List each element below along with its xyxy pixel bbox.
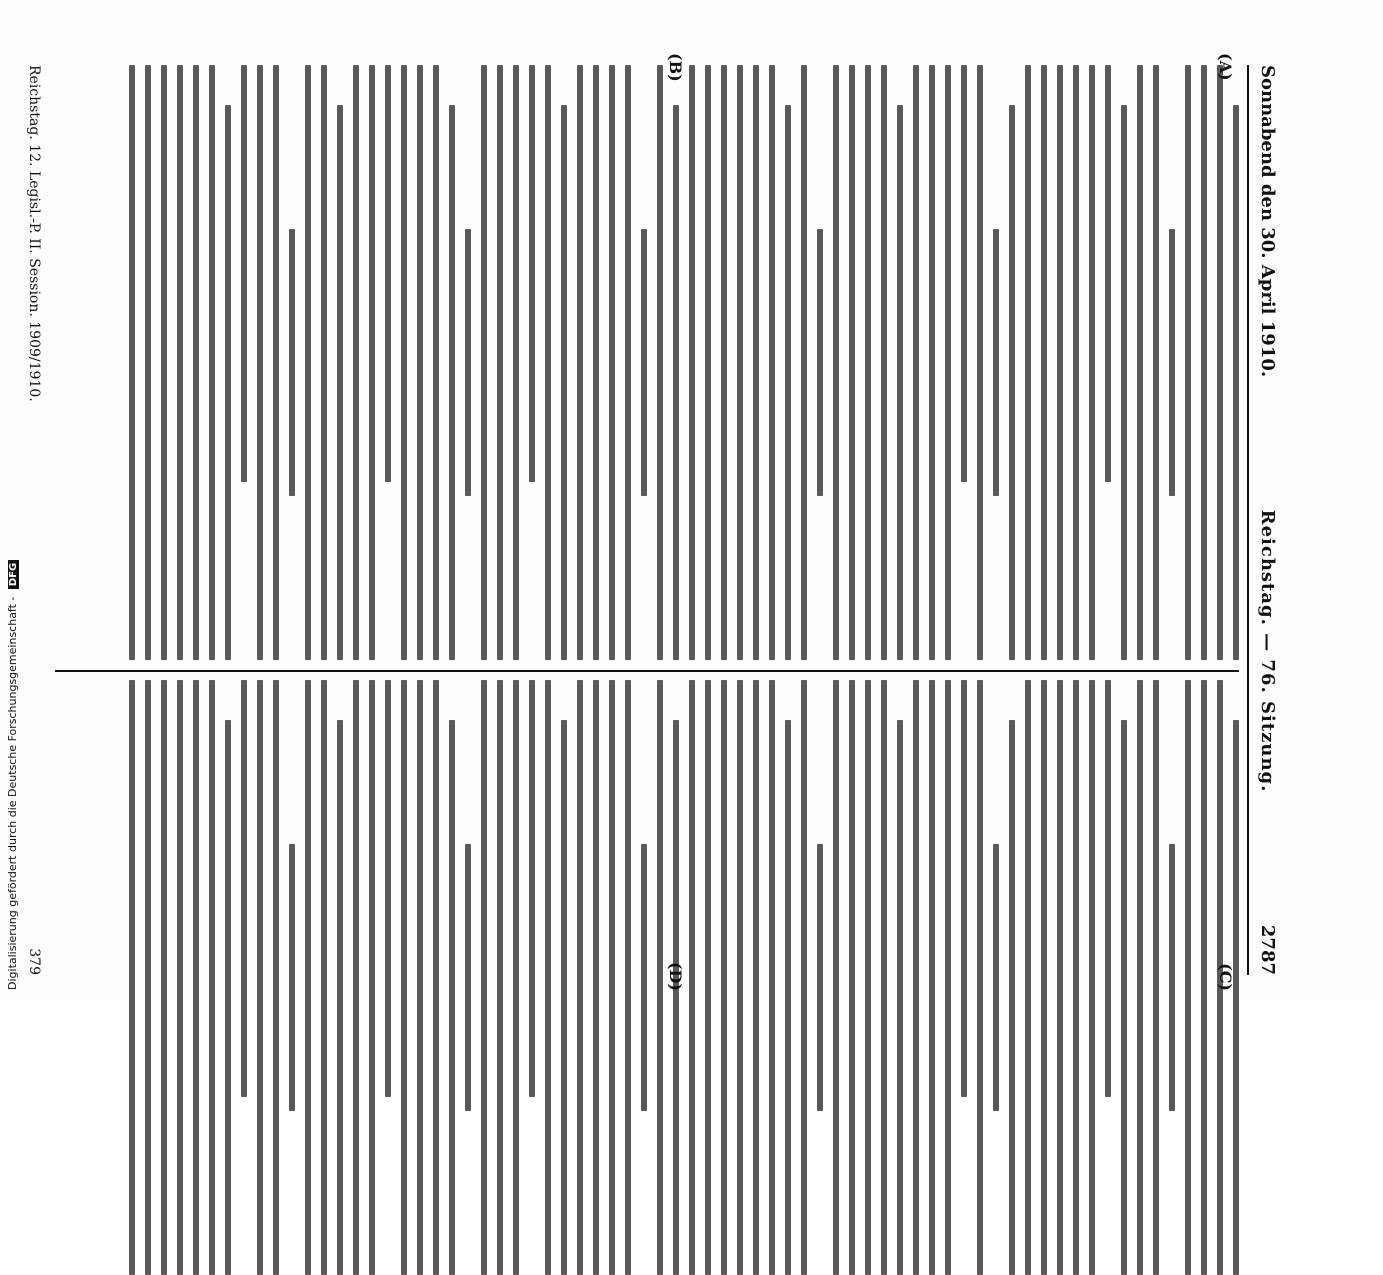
text-line (513, 65, 519, 660)
text-line (737, 65, 743, 660)
margin-marker-d: (D) (666, 961, 685, 991)
text-line (1041, 65, 1047, 660)
text-line (817, 229, 823, 497)
text-line (1009, 720, 1015, 1275)
text-line (1073, 65, 1079, 660)
text-line (1217, 65, 1223, 660)
header-rule (1247, 65, 1249, 975)
text-line (881, 65, 887, 660)
text-line (593, 680, 599, 1275)
text-line (417, 65, 423, 660)
text-line (737, 680, 743, 1275)
text-line (625, 65, 631, 660)
text-line (449, 105, 455, 660)
footer-edition: Reichstag. 12. Legisl.-P. II. Session. 1909/1910. (26, 65, 42, 402)
text-line (657, 680, 663, 1275)
text-line (593, 65, 599, 660)
text-line (561, 105, 567, 660)
text-line (1169, 844, 1175, 1112)
text-line (305, 680, 311, 1275)
rotated-content (15, 53, 1285, 991)
text-line (721, 65, 727, 660)
text-line (337, 105, 343, 660)
text-line (705, 680, 711, 1275)
text-line (769, 680, 775, 1275)
text-line (577, 65, 583, 660)
text-line (993, 844, 999, 1112)
text-line (257, 65, 263, 660)
text-line (369, 65, 375, 660)
text-line (833, 680, 839, 1275)
text-line (209, 65, 215, 660)
text-line (769, 65, 775, 660)
digitization-credit (6, 560, 19, 990)
text-line (1169, 229, 1175, 497)
text-line (625, 680, 631, 1275)
text-line (801, 680, 807, 1275)
text-line (289, 229, 295, 497)
text-line (321, 65, 327, 660)
text-line (497, 680, 503, 1275)
margin-marker-c: (C) (1216, 963, 1235, 991)
text-line (545, 680, 551, 1275)
text-line (1201, 680, 1207, 1275)
right-column (55, 680, 1239, 1275)
text-line (273, 680, 279, 1275)
text-line (881, 680, 887, 1275)
text-line (865, 65, 871, 660)
text-line (609, 65, 615, 660)
text-line (1073, 680, 1079, 1275)
footer-page-number: 379 (26, 948, 42, 975)
text-line (577, 680, 583, 1275)
text-line (1041, 680, 1047, 1275)
margin-marker-a: (A) (1216, 53, 1235, 81)
text-line (257, 680, 263, 1275)
text-line (1233, 720, 1239, 1275)
text-line (945, 65, 951, 660)
text-line (1185, 65, 1191, 660)
text-line (369, 680, 375, 1275)
header-date: Sonnabend den 30. April 1910. (1257, 65, 1279, 378)
text-line (929, 680, 935, 1275)
text-line (913, 65, 919, 660)
text-line (753, 65, 759, 660)
text-line (705, 65, 711, 660)
text-line (1089, 680, 1095, 1275)
text-line (1089, 65, 1095, 660)
left-column (55, 65, 1239, 660)
text-line (1105, 65, 1111, 482)
running-header (1251, 65, 1285, 975)
text-line (545, 65, 551, 660)
text-line (209, 680, 215, 1275)
text-line (945, 680, 951, 1275)
text-line (177, 680, 183, 1275)
text-line (1121, 105, 1127, 660)
text-line (161, 680, 167, 1275)
text-line (929, 65, 935, 660)
text-line (657, 65, 663, 660)
text-line (1153, 65, 1159, 660)
text-line (1025, 65, 1031, 660)
text-line (1137, 65, 1143, 660)
text-line (353, 65, 359, 660)
text-line (225, 105, 231, 660)
text-line (673, 720, 679, 1275)
text-line (337, 720, 343, 1275)
text-line (609, 680, 615, 1275)
text-line (1025, 680, 1031, 1275)
text-line (145, 680, 151, 1275)
text-line (961, 680, 967, 1097)
text-line (721, 680, 727, 1275)
text-line (561, 720, 567, 1275)
dfg-logo: DFG (8, 560, 19, 589)
text-line (785, 720, 791, 1275)
text-line (353, 680, 359, 1275)
text-line (817, 844, 823, 1112)
text-line (433, 680, 439, 1275)
text-line (177, 65, 183, 660)
margin-marker-b: (B) (666, 53, 685, 82)
text-line (689, 65, 695, 660)
page-footer (21, 65, 47, 975)
text-line (465, 844, 471, 1112)
text-line (129, 680, 135, 1275)
text-line (753, 680, 759, 1275)
text-line (641, 229, 647, 497)
text-line (401, 65, 407, 660)
text-line (465, 229, 471, 497)
column-divider (55, 670, 1239, 672)
text-line (481, 65, 487, 660)
text-line (977, 680, 983, 1275)
text-line (193, 65, 199, 660)
text-line (1057, 680, 1063, 1275)
text-line (801, 65, 807, 660)
text-line (1057, 65, 1063, 660)
text-line (1185, 680, 1191, 1275)
text-line (305, 65, 311, 660)
text-line (161, 65, 167, 660)
text-line (1153, 680, 1159, 1275)
text-line (1201, 65, 1207, 660)
text-line (449, 720, 455, 1275)
text-line (497, 65, 503, 660)
header-page-number: 2787 (1257, 924, 1279, 975)
text-line (241, 65, 247, 482)
text-line (529, 680, 535, 1097)
text-line (321, 680, 327, 1275)
text-line (433, 65, 439, 660)
text-line (1233, 105, 1239, 660)
text-line (129, 65, 135, 660)
text-line (529, 65, 535, 482)
text-line (785, 105, 791, 660)
text-line (1105, 680, 1111, 1097)
text-line (273, 65, 279, 660)
text-line (913, 680, 919, 1275)
text-line (641, 844, 647, 1112)
text-line (513, 680, 519, 1275)
text-line (849, 65, 855, 660)
text-line (481, 680, 487, 1275)
text-line (241, 680, 247, 1097)
text-line (225, 720, 231, 1275)
text-line (897, 105, 903, 660)
text-line (977, 65, 983, 660)
text-line (689, 680, 695, 1275)
text-line (1137, 680, 1143, 1275)
header-title: Reichstag. — 76. Sitzung. (1257, 509, 1279, 793)
text-line (385, 680, 391, 1097)
text-line (833, 65, 839, 660)
text-line (193, 680, 199, 1275)
text-line (385, 65, 391, 482)
text-line (865, 680, 871, 1275)
text-line (401, 680, 407, 1275)
text-line (289, 844, 295, 1112)
text-line (993, 229, 999, 497)
text-line (897, 720, 903, 1275)
digitization-credit-text: Digitalisierung gefördert durch die Deutsche Forschungsgemeinschaft - (6, 596, 19, 990)
text-line (1009, 105, 1015, 660)
text-line (145, 65, 151, 660)
text-line (417, 680, 423, 1275)
text-line (673, 105, 679, 660)
text-line (849, 680, 855, 1275)
text-line (961, 65, 967, 482)
text-line (1121, 720, 1127, 1275)
